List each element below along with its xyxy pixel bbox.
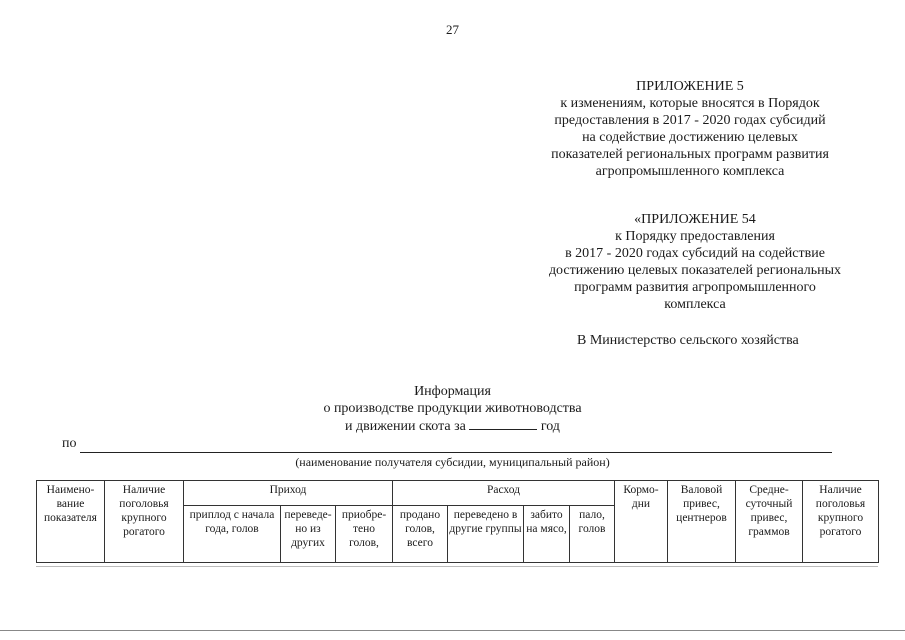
header-expense-slaughtered: забито на мясо, <box>524 506 570 563</box>
appendix-54-line: в 2017 - 2020 годах субсидий на содействие <box>565 246 825 261</box>
info-period-prefix: и движении скота за <box>345 419 466 434</box>
recipient-line: В Министерство сельского хозяйства <box>577 333 799 348</box>
header-income-offspring: приплод с начала года, голов <box>184 506 281 563</box>
header-stock-start: Наличие поголовья крупного рогатого <box>105 481 184 563</box>
appendix-5-line: на содействие достижению целевых <box>582 130 798 145</box>
appendix-54-line: к Порядку предоставления <box>615 229 775 244</box>
livestock-table <box>36 480 879 563</box>
header-expense-transferred: переведено в другие группы <box>448 506 524 563</box>
appendix-5-title: ПРИЛОЖЕНИЕ 5 <box>636 79 744 94</box>
info-title-main: Информация <box>414 384 491 399</box>
appendix-5-line: предоставления в 2017 - 2020 годах субсидий <box>554 113 826 128</box>
year-blank-field[interactable] <box>469 417 537 430</box>
appendix-5-line: показателей региональных программ развития <box>551 147 829 162</box>
table-bottom-rule <box>36 566 878 567</box>
appendix-5-header <box>530 78 850 180</box>
header-expense-group: Расход <box>393 481 615 506</box>
header-income-transferred: переведе-но из других <box>281 506 336 563</box>
header-feed-days: Кормо-дни <box>615 481 668 563</box>
appendix-54-line: программ развития агропромышленного <box>574 280 816 295</box>
appendix-54-header <box>525 211 865 313</box>
appendix-54-line: достижению целевых показателей региональных <box>548 263 842 278</box>
recipient-caption: (наименование получателя субсидии, муниципальный район) <box>295 455 610 469</box>
header-income-group: Приход <box>184 481 393 506</box>
header-expense-died: пало, голов <box>570 506 615 563</box>
by-label: по <box>62 436 77 451</box>
page-edge-line <box>0 630 905 631</box>
info-title-line2: о производстве продукции животноводства <box>323 401 582 416</box>
info-period-suffix: год <box>540 419 560 434</box>
header-income-purchased: приобре-тено голов, <box>336 506 393 563</box>
header-gross-gain: Валовой привес, центнеров <box>668 481 736 563</box>
recipient-name-blank-field[interactable] <box>80 452 832 453</box>
header-stock-end: Наличие поголовья крупного рогатого <box>803 481 879 563</box>
header-expense-sold: продано голов, всего <box>393 506 448 563</box>
header-indicator-name: Наимено-вание показателя <box>37 481 105 563</box>
info-title <box>0 383 905 435</box>
appendix-54-line: комплекса <box>664 297 726 312</box>
appendix-54-title: «ПРИЛОЖЕНИЕ 54 <box>634 212 756 227</box>
appendix-5-line: к изменениям, которые вносятся в Порядок <box>560 96 820 111</box>
header-daily-gain: Средне-суточный привес, граммов <box>736 481 803 563</box>
page-number: 27 <box>446 22 459 37</box>
appendix-5-line: агропромышленного комплекса <box>595 164 785 179</box>
info-title-line3 <box>0 417 905 435</box>
